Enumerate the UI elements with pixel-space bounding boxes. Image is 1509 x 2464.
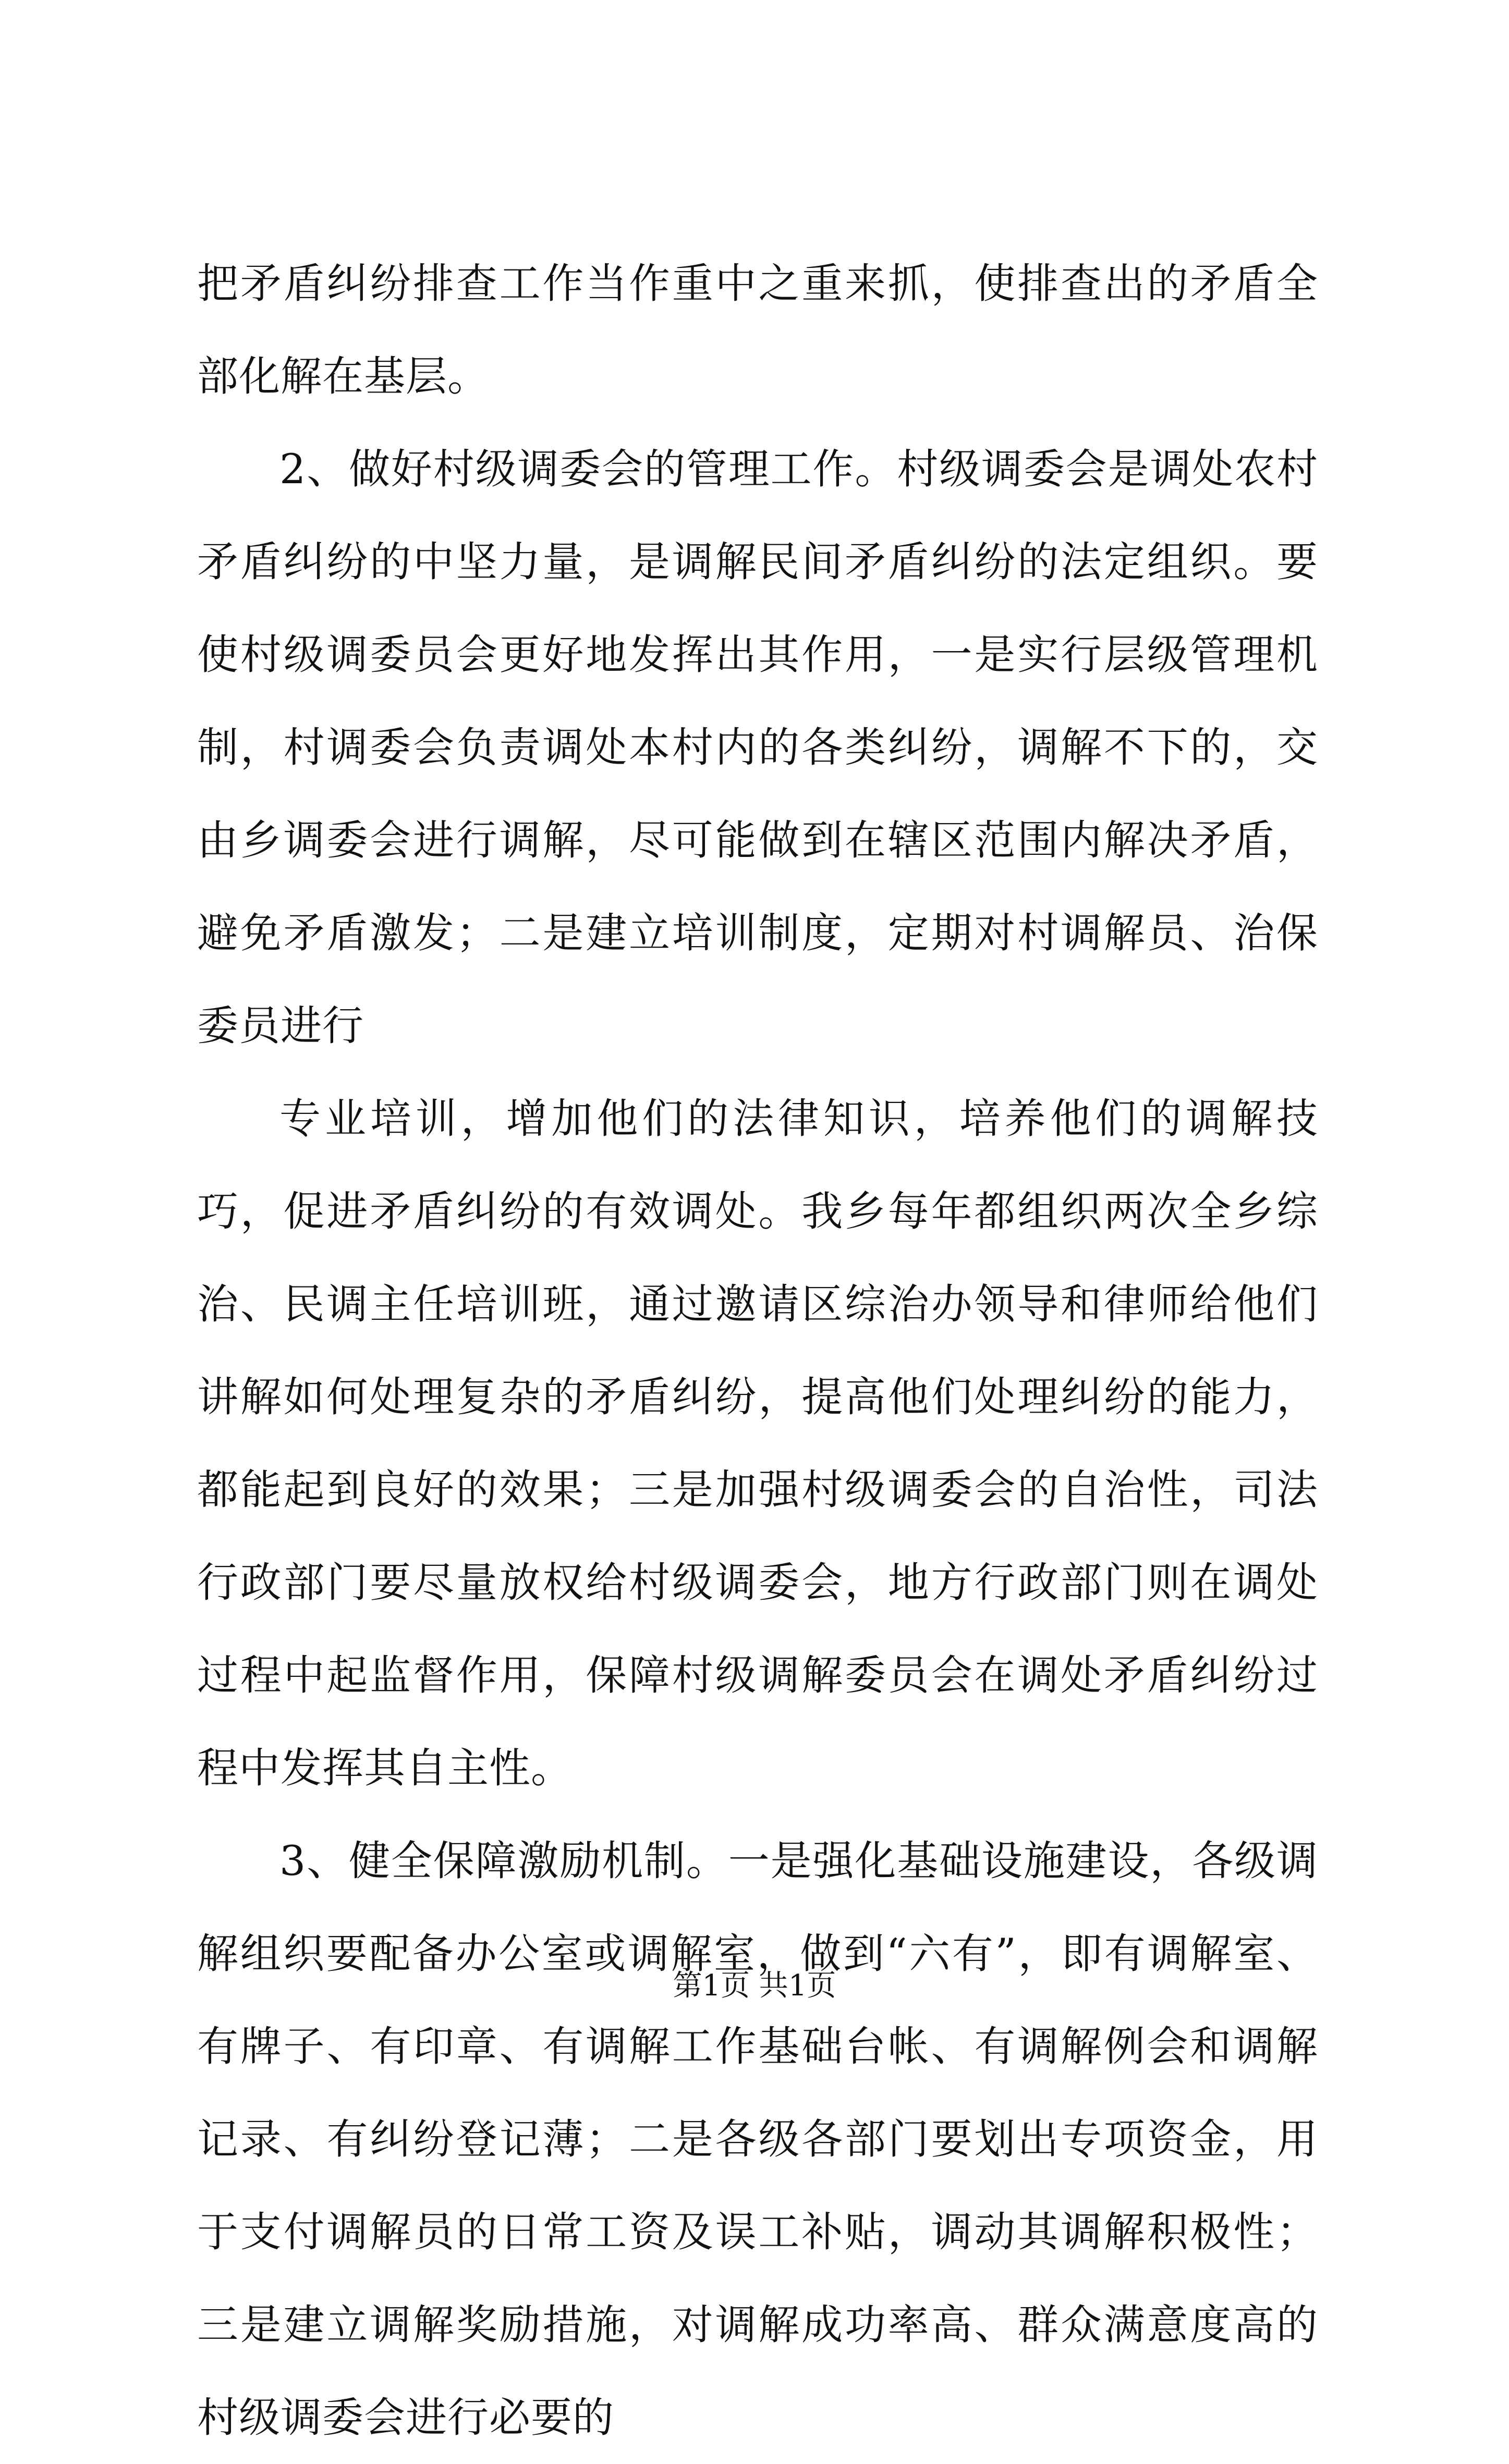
document-body <box>197 237 1318 2464</box>
paragraph-continuation: 把矛盾纠纷排查工作当作重中之重来抓，使排查出的矛盾全部化解在基层。 <box>197 260 1318 400</box>
paragraph-incentive-mechanism: 3、健全保障激励机制。一是强化基础设施建设，各级调解组织要配备办公室或调解室，做到“六有”，即有调解室、有牌子、有印章、有调解工作基础台帐、有调解例会和调解记录、有纠纷登记薄；二是各级各部门要划出专项资金，用于支付调解员的日常工资及误工补贴，调动其调解积极性；三是建立调解奖励措施，对调解成功率高、群众满意度高的村级调委会进行必要的 <box>197 1837 1318 2442</box>
paragraph-professional-training: 专业培训，增加他们的法律知识，培养他们的调解技巧，促进矛盾纠纷的有效调处。我乡每年都组织两次全乡综治、民调主任培训班，通过邀请区综治办领导和律师给他们讲解如何处理复杂的矛盾纠纷，提高他们处理纠纷的能力，都能起到良好的效果；三是加强村级调委会的自治性，司法行政部门要尽量放权给村级调委会，地方行政部门则在调处过程中起监督作用，保障村级调解委员会在调处矛盾纠纷过程中发挥其自主性。 <box>197 1095 1318 1792</box>
page-footer: 第1页 共1页 <box>673 1969 836 2003</box>
paragraph-village-committee-management: 2、做好村级调委会的管理工作。村级调委会是调处农村矛盾纠纷的中坚力量，是调解民间矛盾纠纷的法定组织。要使村级调委员会更好地发挥出其作用，一是实行层级管理机制，村调委会负责调处本村内的各类纠纷，调解不下的，交由乡调委会进行调解，尽可能做到在辖区范围内解决矛盾，避免矛盾激发；二是建立培训制度，定期对村调解员、治保委员进行 <box>197 445 1318 1050</box>
